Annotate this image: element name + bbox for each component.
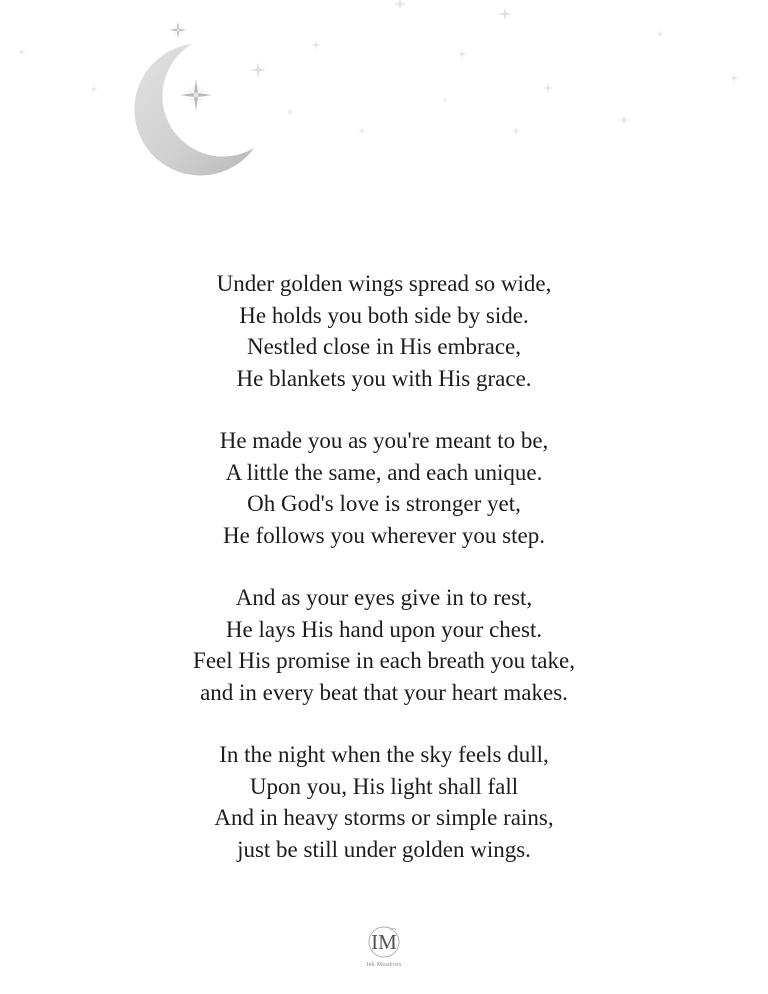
night-sky-decoration	[0, 0, 768, 190]
poem-line: Under golden wings spread so wide,	[216, 271, 552, 296]
sparkle-star-icon	[90, 85, 98, 93]
crescent-moon-icon	[134, 44, 254, 175]
sparkle-star-icon	[18, 0, 739, 135]
poem-line: He blankets you with His grace.	[236, 365, 532, 391]
stanza-2	[0, 425, 768, 551]
poem	[0, 268, 768, 896]
poem-line: In the night when the sky feels dull,	[219, 742, 549, 767]
stanza-1	[0, 268, 768, 394]
sparkle-star-icon	[358, 127, 366, 135]
logo-caption: Ink Meadows	[366, 962, 402, 968]
poem-line: Feel His promise in each breath you take,	[193, 648, 575, 673]
stanza-3	[0, 582, 768, 708]
poem-line: He follows you wherever you step.	[223, 522, 545, 548]
poem-line: just be still under golden wings.	[237, 836, 531, 862]
poem-line: Upon you, His light shall fall	[249, 773, 519, 799]
sparkle-star-icon	[619, 115, 629, 125]
poem-line: And as your eyes give in to rest,	[235, 585, 533, 610]
poem-line: Oh God's love is stronger yet,	[247, 491, 521, 516]
poem-line: And in heavy storms or simple rains,	[214, 805, 554, 830]
ink-meadows-logo	[364, 922, 404, 974]
sparkle-star-icon	[457, 49, 467, 59]
poem-line: A little the same, and each unique.	[225, 459, 543, 485]
sparkle-star-icon	[498, 7, 512, 21]
stanza-4	[0, 739, 768, 865]
sparkle-star-icon	[512, 127, 520, 135]
sparkle-star-icon	[656, 30, 664, 38]
sparkle-star-icon	[442, 97, 448, 103]
sparkle-star-icon	[250, 62, 266, 78]
svg-text:IM: IM	[371, 930, 397, 954]
poem-line: Nestled close in His embrace,	[247, 334, 521, 359]
poem-line: He holds you both side by side.	[239, 302, 529, 328]
sparkle-star-icon	[169, 21, 187, 39]
sparkle-star-icon	[180, 79, 212, 111]
sparkle-star-icon	[729, 73, 739, 83]
sparkle-star-icon	[18, 48, 26, 56]
sparkle-star-icon	[543, 83, 553, 93]
sparkle-star-icon	[286, 108, 294, 116]
monogram-icon	[364, 922, 404, 962]
sparkle-star-icon	[394, 0, 406, 10]
poem-line: He made you as you're meant to be,	[219, 428, 549, 453]
sparkle-star-icon	[311, 40, 321, 50]
poem-line: He lays His hand upon your chest.	[225, 616, 543, 642]
poem-line: and in every beat that your heart makes.	[200, 679, 568, 705]
